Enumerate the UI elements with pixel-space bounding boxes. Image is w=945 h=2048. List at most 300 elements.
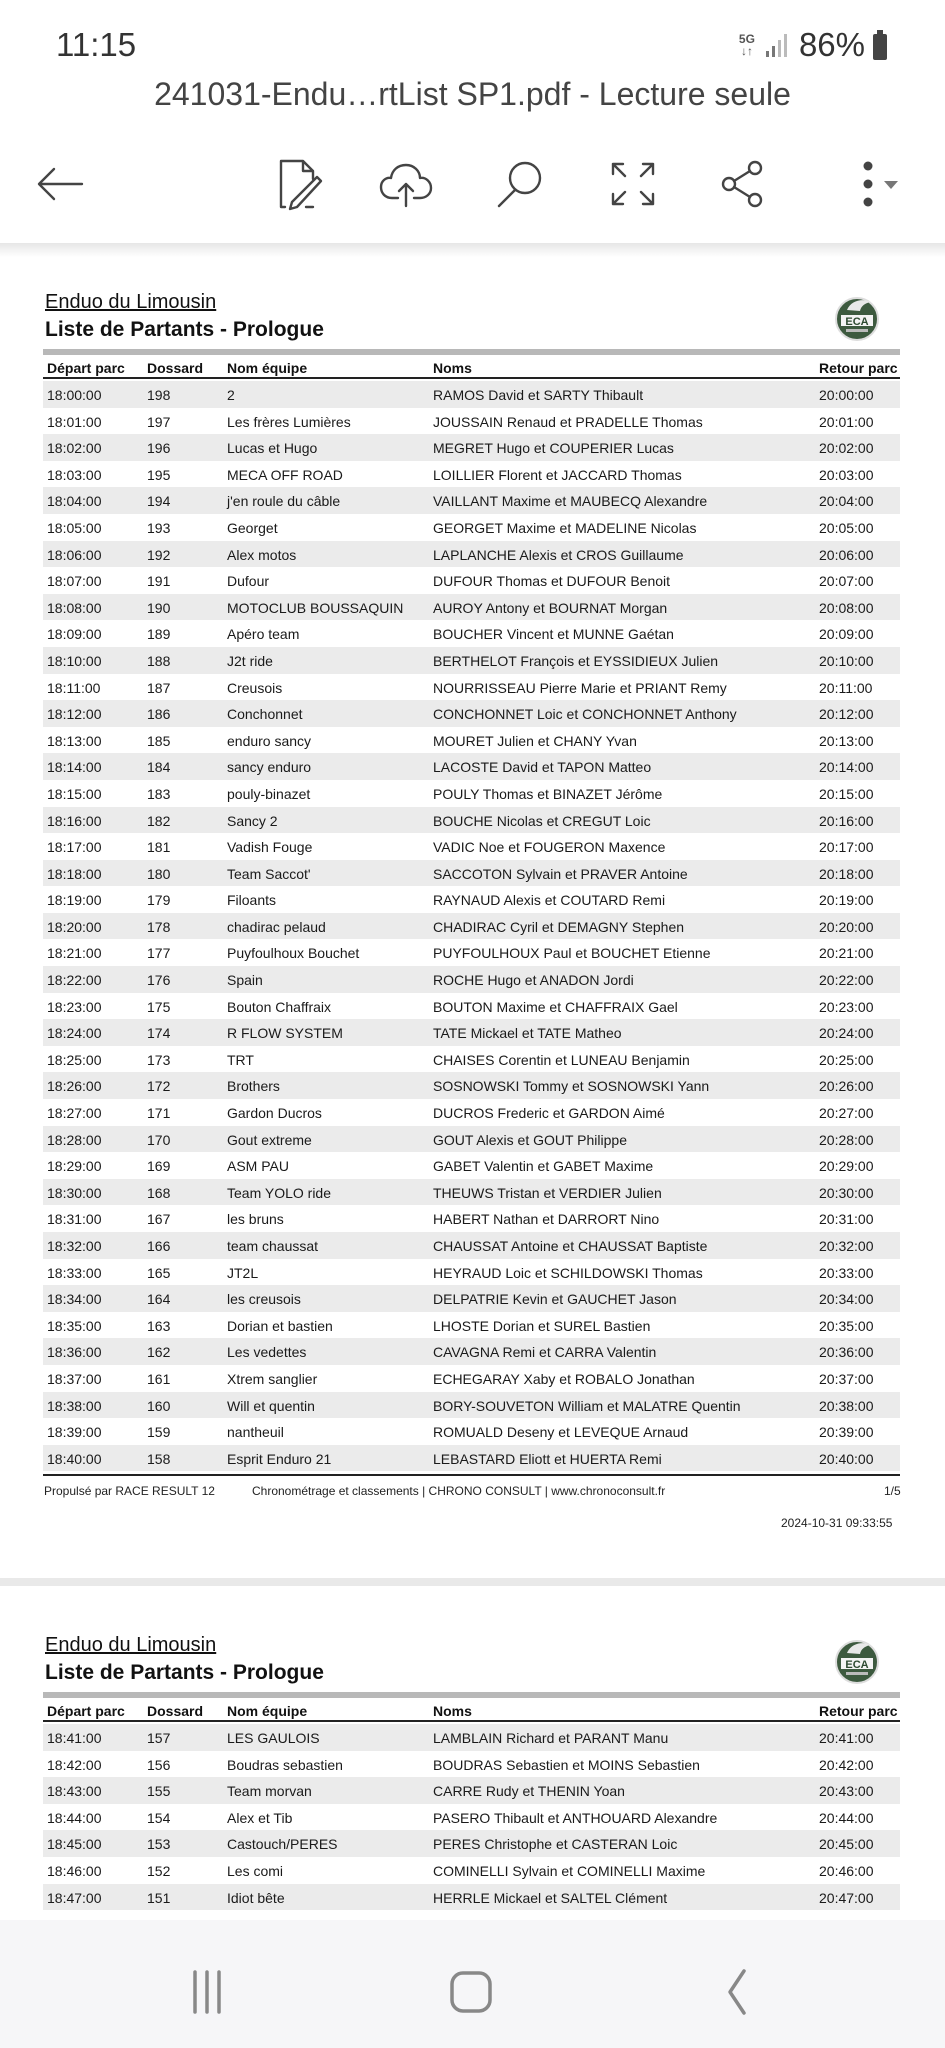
return-time: 20:47:00 bbox=[819, 1889, 874, 1906]
table-row bbox=[43, 1312, 900, 1339]
table-row bbox=[43, 1365, 900, 1392]
team-name: team chaussat bbox=[227, 1238, 319, 1254]
eca-logo bbox=[833, 1637, 881, 1685]
bib-number: 195 bbox=[147, 466, 171, 483]
print-timestamp: 2024-10-31 09:33:55 bbox=[781, 1516, 893, 1530]
table-row bbox=[43, 487, 900, 514]
team-name: pouly-binazet bbox=[227, 785, 311, 802]
return-time: 20:17:00 bbox=[819, 839, 874, 856]
table-row bbox=[43, 1126, 900, 1153]
rider-names: HERRLE Mickael et SALTEL Clément bbox=[433, 1889, 668, 1906]
team-name: R FLOW SYSTEM bbox=[227, 1025, 343, 1042]
depart-time: 18:28:00 bbox=[47, 1131, 102, 1148]
status-indicators bbox=[736, 26, 887, 64]
team-name: nantheuil bbox=[227, 1424, 284, 1441]
bib-number: 171 bbox=[147, 1105, 171, 1122]
return-time: 20:35:00 bbox=[819, 1317, 874, 1334]
rider-names: LAPLANCHE Alexis et CROS Guillaume bbox=[433, 546, 684, 563]
depart-time: 18:45:00 bbox=[47, 1836, 102, 1853]
depart-time: 18:37:00 bbox=[47, 1370, 102, 1387]
bib-number: 155 bbox=[147, 1783, 171, 1800]
svg-text:ECA: ECA bbox=[845, 316, 869, 328]
table-row bbox=[43, 939, 900, 966]
return-time: 20:29:00 bbox=[819, 1158, 874, 1175]
team-name: MOTOCLUB BOUSSAQUIN bbox=[227, 599, 404, 616]
depart-time: 18:33:00 bbox=[47, 1264, 102, 1281]
rider-names: LAMBLAIN Richard et PARANT Manu bbox=[433, 1730, 669, 1746]
table-row bbox=[43, 1445, 900, 1472]
rider-names: NOURRISSEAU Pierre Marie et PRIANT Remy bbox=[433, 679, 727, 696]
rider-names: HABERT Nathan et DARRORT Nino bbox=[433, 1211, 660, 1228]
team-name: Lucas et Hugo bbox=[227, 440, 318, 457]
column-header-dossard[interactable]: Dossard bbox=[147, 1703, 204, 1719]
depart-time: 18:36:00 bbox=[47, 1344, 102, 1361]
rider-names: VADIC Noe et FOUGERON Maxence bbox=[433, 839, 666, 856]
bib-number: 198 bbox=[147, 387, 171, 403]
return-time: 20:14:00 bbox=[819, 759, 874, 776]
depart-time: 18:07:00 bbox=[47, 573, 102, 590]
team-name: Boudras sebastien bbox=[227, 1756, 343, 1773]
return-time: 20:34:00 bbox=[819, 1291, 874, 1308]
return-time: 20:33:00 bbox=[819, 1264, 874, 1281]
bib-number: 197 bbox=[147, 413, 171, 430]
rider-names: PUYFOULHOUX Paul et BOUCHET Etienne bbox=[433, 945, 711, 962]
edit-button[interactable] bbox=[266, 152, 330, 216]
depart-time: 18:11:00 bbox=[47, 679, 101, 696]
bib-number: 182 bbox=[147, 812, 171, 829]
team-name: Alex et Tib bbox=[227, 1809, 293, 1826]
team-name: sancy enduro bbox=[227, 759, 312, 776]
team-name: les bruns bbox=[227, 1211, 284, 1228]
return-time: 20:28:00 bbox=[819, 1131, 874, 1148]
signal-icon bbox=[766, 33, 787, 57]
column-header-nom-equipe[interactable]: Nom équipe bbox=[227, 360, 308, 376]
return-time: 20:05:00 bbox=[819, 519, 874, 536]
bib-number: 169 bbox=[147, 1158, 171, 1175]
bib-number: 180 bbox=[147, 865, 171, 882]
upload-button[interactable] bbox=[374, 152, 438, 216]
depart-time: 18:42:00 bbox=[47, 1756, 102, 1773]
return-time: 20:39:00 bbox=[819, 1424, 874, 1441]
team-name: J2t ride bbox=[227, 652, 273, 669]
team-name: Vadish Fouge bbox=[227, 839, 313, 856]
back-nav-button[interactable] bbox=[702, 1960, 772, 2024]
table-row bbox=[43, 1418, 900, 1445]
team-name: ASM PAU bbox=[227, 1158, 289, 1175]
table-row bbox=[43, 1205, 900, 1232]
rider-names: DUFOUR Thomas et DUFOUR Benoit bbox=[433, 573, 671, 590]
table-row bbox=[43, 408, 900, 435]
depart-time: 18:34:00 bbox=[47, 1291, 102, 1308]
bib-number: 178 bbox=[147, 918, 171, 935]
return-time: 20:10:00 bbox=[819, 652, 874, 669]
bib-number: 192 bbox=[147, 546, 171, 563]
table-row bbox=[43, 807, 900, 834]
return-time: 20:18:00 bbox=[819, 865, 874, 882]
depart-time: 18:41:00 bbox=[47, 1730, 102, 1746]
depart-time: 18:13:00 bbox=[47, 732, 102, 749]
rider-names: BOUCHE Nicolas et CREGUT Loic bbox=[433, 812, 651, 829]
rider-names: LOILLIER Florent et JACCARD Thomas bbox=[433, 466, 682, 483]
depart-time: 18:10:00 bbox=[47, 652, 102, 669]
table-row bbox=[43, 1338, 900, 1365]
return-time: 20:41:00 bbox=[819, 1730, 874, 1746]
bib-number: 176 bbox=[147, 972, 171, 989]
bib-number: 159 bbox=[147, 1424, 171, 1441]
rider-names: MOURET Julien et CHANY Yvan bbox=[433, 732, 637, 749]
table-row bbox=[43, 1152, 900, 1179]
team-name: JT2L bbox=[227, 1264, 259, 1281]
bib-number: 196 bbox=[147, 440, 171, 457]
bib-number: 174 bbox=[147, 1025, 171, 1042]
rider-names: BOUCHER Vincent et MUNNE Gaétan bbox=[433, 626, 674, 643]
rider-names: BERTHELOT François et EYSSIDIEUX Julien bbox=[433, 652, 719, 669]
team-name: Spain bbox=[227, 972, 263, 989]
rider-names: SOSNOWSKI Tommy et SOSNOWSKI Yann bbox=[433, 1078, 710, 1095]
team-name: Creusois bbox=[227, 679, 283, 696]
column-header-retour[interactable]: Retour parc bbox=[819, 360, 898, 376]
share-button[interactable] bbox=[712, 152, 776, 216]
table-row bbox=[43, 541, 900, 568]
table-row bbox=[43, 1285, 900, 1312]
rider-names: RAYNAUD Alexis et COUTARD Remi bbox=[433, 892, 666, 909]
team-name: Apéro team bbox=[227, 626, 300, 643]
return-time: 20:22:00 bbox=[819, 972, 874, 989]
back-chevron-icon bbox=[722, 1968, 752, 2016]
column-header-dossard[interactable]: Dossard bbox=[147, 360, 204, 376]
depart-time: 18:25:00 bbox=[47, 1051, 102, 1068]
return-time: 20:09:00 bbox=[819, 626, 874, 643]
rider-names: ECHEGARAY Xaby et ROBALO Jonathan bbox=[433, 1370, 695, 1387]
depart-time: 18:15:00 bbox=[47, 785, 102, 802]
share-icon bbox=[719, 159, 769, 209]
table-row bbox=[43, 674, 900, 701]
bib-number: 163 bbox=[147, 1317, 171, 1334]
home-icon bbox=[449, 1970, 493, 2014]
return-time: 20:30:00 bbox=[819, 1184, 874, 1201]
return-time: 20:20:00 bbox=[819, 918, 874, 935]
team-name: MECA OFF ROAD bbox=[227, 466, 343, 483]
footer-rule bbox=[43, 1474, 900, 1476]
depart-time: 18:22:00 bbox=[47, 972, 102, 989]
team-name: Dufour bbox=[227, 573, 270, 590]
bib-number: 183 bbox=[147, 785, 171, 802]
team-name: Sancy 2 bbox=[227, 812, 278, 829]
depart-time: 18:04:00 bbox=[47, 493, 102, 510]
depart-time: 18:16:00 bbox=[47, 812, 102, 829]
network-type: 5G bbox=[738, 32, 755, 46]
team-name: Idiot bête bbox=[227, 1889, 285, 1906]
return-time: 20:26:00 bbox=[819, 1078, 874, 1095]
depart-time: 18:26:00 bbox=[47, 1078, 102, 1095]
bib-number: 151 bbox=[147, 1889, 171, 1906]
battery-percent: 86% bbox=[798, 26, 865, 63]
depart-time: 18:46:00 bbox=[47, 1862, 102, 1879]
bib-number: 177 bbox=[147, 945, 171, 962]
return-time: 20:13:00 bbox=[819, 732, 874, 749]
more-vertical-icon bbox=[840, 160, 900, 208]
edit-document-icon bbox=[273, 157, 323, 211]
depart-time: 18:35:00 bbox=[47, 1317, 102, 1334]
depart-time: 18:06:00 bbox=[47, 546, 102, 563]
rider-names: LACOSTE David et TAPON Matteo bbox=[433, 759, 652, 776]
team-name: Esprit Enduro 21 bbox=[227, 1450, 332, 1467]
return-time: 20:08:00 bbox=[819, 599, 874, 616]
bib-number: 166 bbox=[147, 1238, 171, 1254]
return-time: 20:11:00 bbox=[819, 679, 873, 696]
team-name: Team YOLO ride bbox=[227, 1184, 332, 1201]
team-name: Georget bbox=[227, 519, 278, 536]
return-time: 20:32:00 bbox=[819, 1238, 874, 1254]
rider-names: BOUTON Maxime et CHAFFRAIX Gael bbox=[433, 998, 678, 1015]
team-name: TRT bbox=[227, 1051, 254, 1068]
return-time: 20:31:00 bbox=[819, 1211, 874, 1228]
bib-number: 154 bbox=[147, 1809, 171, 1826]
bib-number: 158 bbox=[147, 1450, 171, 1467]
depart-time: 18:39:00 bbox=[47, 1424, 102, 1441]
search-button[interactable] bbox=[488, 152, 552, 216]
rider-names: RAMOS David et SARTY Thibault bbox=[433, 387, 644, 403]
depart-time: 18:31:00 bbox=[47, 1211, 102, 1228]
rider-names: BOUDRAS Sebastien et MOINS Sebastien bbox=[433, 1756, 700, 1773]
depart-time: 18:38:00 bbox=[47, 1397, 102, 1414]
table-row bbox=[43, 886, 900, 913]
rider-names: CHADIRAC Cyril et DEMAGNY Stephen bbox=[433, 918, 685, 935]
team-name: Team Saccot' bbox=[227, 865, 311, 882]
depart-time: 18:08:00 bbox=[47, 599, 102, 616]
team-name: Les frères Lumières bbox=[227, 413, 351, 430]
return-time: 20:21:00 bbox=[819, 945, 874, 962]
table-row bbox=[43, 1019, 900, 1046]
table-row bbox=[43, 647, 900, 674]
table-row bbox=[43, 1232, 900, 1259]
return-time: 20:16:00 bbox=[819, 812, 874, 829]
return-time: 20:44:00 bbox=[819, 1809, 874, 1826]
depart-time: 18:29:00 bbox=[47, 1158, 102, 1175]
event-title: Enduo du Limousin bbox=[45, 1634, 217, 1656]
column-header-depart[interactable]: Départ parc bbox=[47, 1703, 125, 1719]
team-name: Les vedettes bbox=[227, 1344, 307, 1361]
return-time: 20:38:00 bbox=[819, 1397, 874, 1414]
table-row bbox=[43, 594, 900, 621]
return-time: 20:04:00 bbox=[819, 493, 874, 510]
rider-names: GOUT Alexis et GOUT Philippe bbox=[433, 1131, 627, 1148]
return-time: 20:01:00 bbox=[819, 413, 874, 430]
bib-number: 162 bbox=[147, 1344, 171, 1361]
table-row bbox=[43, 1392, 900, 1419]
return-time: 20:23:00 bbox=[819, 998, 874, 1015]
table-row bbox=[43, 514, 900, 541]
return-time: 20:00:00 bbox=[819, 387, 874, 403]
rider-names: BORY-SOUVETON William et MALATRE Quentin bbox=[433, 1397, 741, 1414]
team-name: Filoants bbox=[227, 892, 277, 909]
team-name: Gout extreme bbox=[227, 1131, 312, 1148]
return-time: 20:27:00 bbox=[819, 1105, 874, 1122]
depart-time: 18:32:00 bbox=[47, 1238, 102, 1254]
return-time: 20:03:00 bbox=[819, 466, 874, 483]
footer-powered-by: Propulsé par RACE RESULT 12 bbox=[44, 1484, 215, 1498]
rider-names: LEBASTARD Eliott et HUERTA Remi bbox=[433, 1450, 662, 1467]
column-header-nom-equipe[interactable]: Nom équipe bbox=[227, 1703, 308, 1719]
expand-icon bbox=[609, 160, 657, 208]
bib-number: 168 bbox=[147, 1184, 171, 1201]
rider-names: HEYRAUD Loic et SCHILDOWSKI Thomas bbox=[433, 1264, 703, 1281]
bib-number: 186 bbox=[147, 706, 171, 723]
table-row bbox=[43, 913, 900, 940]
bib-number: 173 bbox=[147, 1051, 171, 1068]
return-time: 20:24:00 bbox=[819, 1025, 874, 1042]
bib-number: 164 bbox=[147, 1291, 171, 1308]
depart-time: 18:30:00 bbox=[47, 1184, 102, 1201]
table-row bbox=[43, 780, 900, 807]
return-time: 20:45:00 bbox=[819, 1836, 874, 1853]
bib-number: 165 bbox=[147, 1264, 171, 1281]
bib-number: 167 bbox=[147, 1211, 171, 1228]
page-number: 1/5 bbox=[884, 1484, 901, 1498]
table-row bbox=[43, 1804, 900, 1831]
rider-names: COMINELLI Sylvain et COMINELLI Maxime bbox=[433, 1862, 706, 1879]
team-name: j'en roule du câble bbox=[227, 493, 341, 510]
depart-time: 18:02:00 bbox=[47, 440, 102, 457]
depart-time: 18:40:00 bbox=[47, 1450, 102, 1467]
bib-number: 185 bbox=[147, 732, 171, 749]
table-row bbox=[43, 966, 900, 993]
app-bar-divider bbox=[0, 243, 945, 257]
return-time: 20:40:00 bbox=[819, 1450, 874, 1467]
team-name: Team morvan bbox=[227, 1783, 312, 1800]
rider-names: PERES Christophe et CASTERAN Loic bbox=[433, 1836, 678, 1853]
bib-number: 194 bbox=[147, 493, 171, 510]
return-time: 20:02:00 bbox=[819, 440, 874, 457]
table-row bbox=[43, 1179, 900, 1206]
table-row bbox=[43, 1751, 900, 1778]
rider-names: CHAUSSAT Antoine et CHAUSSAT Baptiste bbox=[433, 1238, 708, 1254]
depart-time: 18:21:00 bbox=[47, 945, 102, 962]
table-row bbox=[43, 381, 900, 408]
list-title: Liste de Partants - Prologue bbox=[45, 318, 324, 341]
system-nav-bar bbox=[0, 1920, 945, 2048]
rider-names: MEGRET Hugo et COUPERIER Lucas bbox=[433, 440, 674, 457]
table-row bbox=[43, 620, 900, 647]
table-row bbox=[43, 1259, 900, 1286]
table-row bbox=[43, 1884, 900, 1911]
footer-credits: Chronométrage et classements | CHRONO CONSULT | www.chronoconsult.fr bbox=[252, 1484, 666, 1498]
depart-time: 18:05:00 bbox=[47, 519, 102, 536]
column-header-retour[interactable]: Retour parc bbox=[819, 1703, 898, 1719]
bib-number: 193 bbox=[147, 519, 171, 536]
team-name: Conchonnet bbox=[227, 706, 303, 723]
team-name: Will et quentin bbox=[227, 1397, 315, 1414]
table-row bbox=[43, 434, 900, 461]
bib-number: 189 bbox=[147, 626, 171, 643]
return-time: 20:42:00 bbox=[819, 1756, 874, 1773]
depart-time: 18:24:00 bbox=[47, 1025, 102, 1042]
return-time: 20:19:00 bbox=[819, 892, 874, 909]
status-time: 11:15 bbox=[56, 26, 137, 63]
depart-time: 18:43:00 bbox=[47, 1783, 102, 1800]
table-row bbox=[43, 860, 900, 887]
depart-time: 18:17:00 bbox=[47, 839, 102, 856]
bib-number: 179 bbox=[147, 892, 171, 909]
return-time: 20:37:00 bbox=[819, 1370, 874, 1387]
arrow-left-icon bbox=[34, 164, 86, 204]
bib-number: 175 bbox=[147, 998, 171, 1015]
battery-icon bbox=[873, 34, 887, 60]
table-row bbox=[43, 1857, 900, 1884]
depart-time: 18:18:00 bbox=[47, 865, 102, 882]
team-name: Bouton Chaffraix bbox=[227, 998, 332, 1015]
fullscreen-button[interactable] bbox=[601, 152, 665, 216]
rider-names: THEUWS Tristan et VERDIER Julien bbox=[433, 1184, 662, 1201]
rider-names: ROCHE Hugo et ANADON Jordi bbox=[433, 972, 634, 989]
rider-names: PASERO Thibault et ANTHOUARD Alexandre bbox=[433, 1809, 718, 1826]
rider-names: LHOSTE Dorian et SUREL Bastien bbox=[433, 1317, 651, 1334]
depart-time: 18:01:00 bbox=[47, 413, 102, 430]
rider-names: DELPATRIE Kevin et GAUCHET Jason bbox=[433, 1291, 677, 1308]
depart-time: 18:47:00 bbox=[47, 1889, 102, 1906]
column-header-depart[interactable]: Départ parc bbox=[47, 360, 125, 376]
team-name: Gardon Ducros bbox=[227, 1105, 322, 1122]
column-header-noms[interactable]: Noms bbox=[433, 1703, 472, 1719]
more-options-button[interactable] bbox=[830, 152, 910, 216]
team-name: Puyfoulhoux Bouchet bbox=[227, 945, 360, 962]
depart-time: 18:03:00 bbox=[47, 466, 102, 483]
rider-names: VAILLANT Maxime et MAUBECQ Alexandre bbox=[433, 493, 708, 510]
bib-number: 157 bbox=[147, 1730, 171, 1746]
svg-text:ECA: ECA bbox=[845, 1659, 869, 1671]
starters-table-page-1 bbox=[43, 381, 900, 1471]
bib-number: 160 bbox=[147, 1397, 171, 1414]
document-title: 241031-Endu…rtList SP1.pdf - Lecture seule bbox=[154, 76, 791, 112]
return-time: 20:07:00 bbox=[819, 573, 874, 590]
bib-number: 172 bbox=[147, 1078, 171, 1095]
bib-number: 152 bbox=[147, 1862, 171, 1879]
team-name: Les comi bbox=[227, 1862, 284, 1879]
starters-table-page-2 bbox=[43, 1724, 900, 1920]
return-time: 20:43:00 bbox=[819, 1783, 874, 1800]
team-name: LES GAULOIS bbox=[227, 1730, 320, 1746]
bib-number: 153 bbox=[147, 1836, 171, 1853]
home-button[interactable] bbox=[436, 1960, 506, 2024]
table-row bbox=[43, 753, 900, 780]
table-row bbox=[43, 833, 900, 860]
rider-names: CHAISES Corentin et LUNEAU Benjamin bbox=[433, 1051, 690, 1068]
team-name: chadirac pelaud bbox=[227, 918, 326, 935]
bib-number: 156 bbox=[147, 1756, 171, 1773]
column-header-noms[interactable]: Noms bbox=[433, 360, 472, 376]
depart-time: 18:14:00 bbox=[47, 759, 102, 776]
table-row bbox=[43, 1777, 900, 1804]
eca-logo bbox=[833, 294, 881, 342]
depart-time: 18:44:00 bbox=[47, 1809, 102, 1826]
depart-time: 18:23:00 bbox=[47, 998, 102, 1015]
network-icon: 5G ↓↑ bbox=[738, 32, 755, 58]
table-row bbox=[43, 993, 900, 1020]
bib-number: 161 bbox=[147, 1370, 171, 1387]
bib-number: 181 bbox=[147, 839, 171, 856]
table-row bbox=[43, 1724, 900, 1751]
recents-button[interactable] bbox=[172, 1960, 242, 2024]
return-time: 20:06:00 bbox=[819, 546, 874, 563]
table-row bbox=[43, 567, 900, 594]
return-time: 20:46:00 bbox=[819, 1862, 874, 1879]
table-row bbox=[43, 1830, 900, 1857]
team-name: les creusois bbox=[227, 1291, 301, 1308]
rider-names: JOUSSAIN Renaud et PRADELLE Thomas bbox=[433, 413, 703, 430]
back-button[interactable] bbox=[28, 152, 92, 216]
cloud-upload-icon bbox=[378, 160, 434, 208]
rider-names: ROMUALD Deseny et LEVEQUE Arnaud bbox=[433, 1424, 689, 1441]
